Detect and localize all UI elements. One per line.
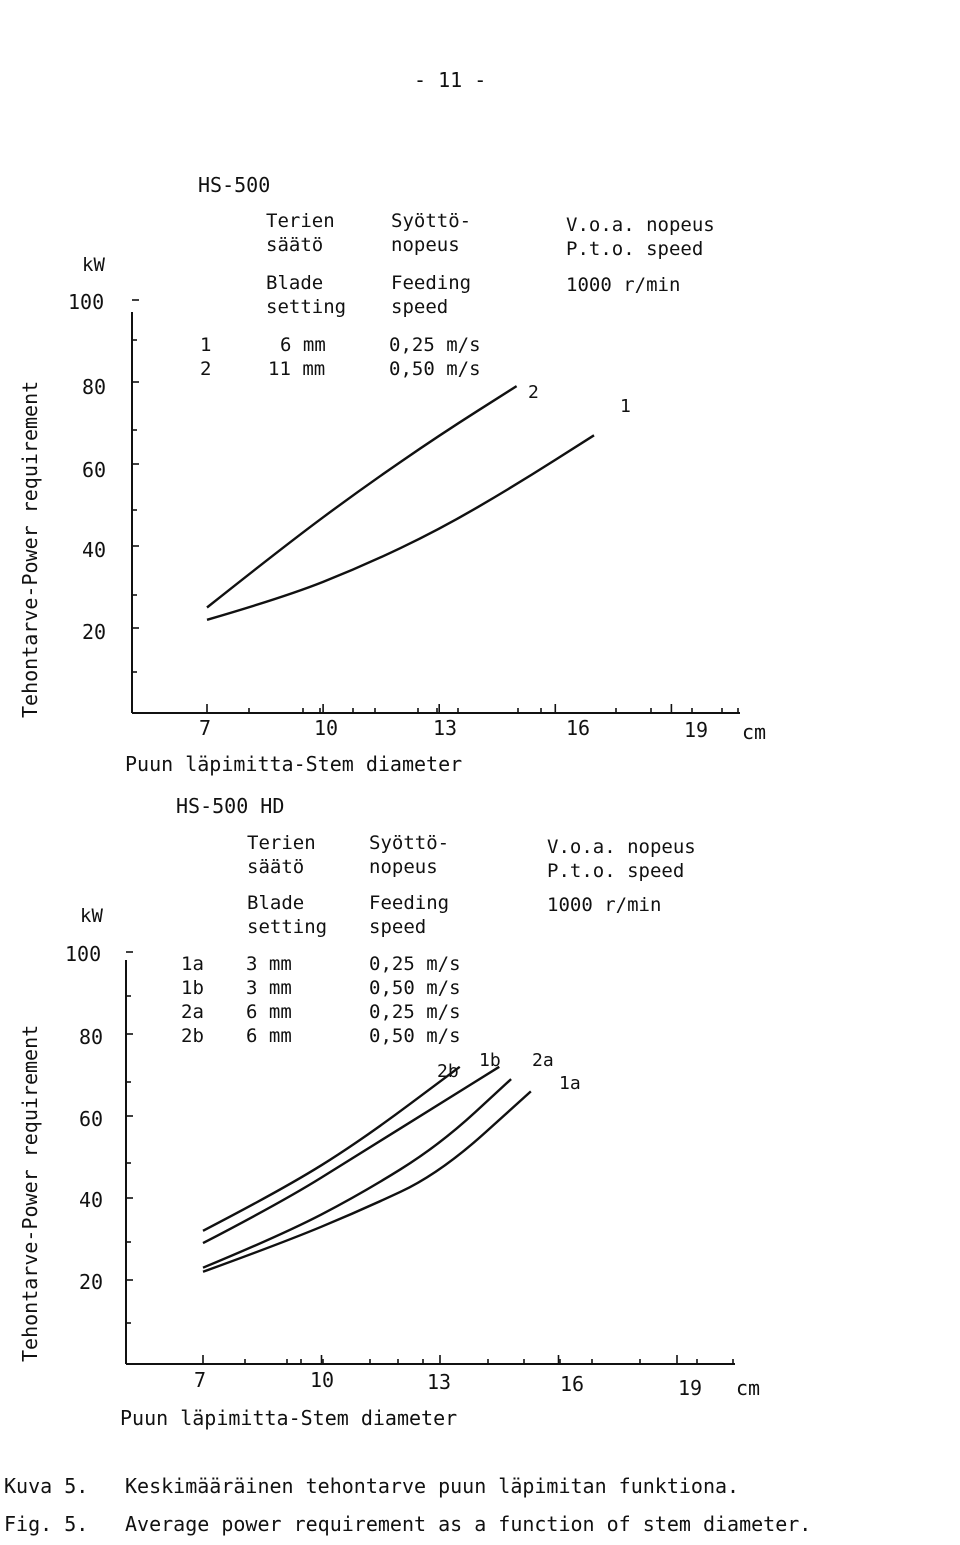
- chart-2-header-blade-en-1: Blade: [247, 892, 305, 914]
- chart-2-row-2b-feed: 0,50 m/s: [369, 1025, 461, 1047]
- chart-1-row-1-feed: 0,25 m/s: [389, 334, 481, 356]
- chart-2-pto-value: 1000 r/min: [547, 894, 662, 916]
- chart-2-xtick-13: 13: [427, 1370, 452, 1394]
- chart-2-row-1b-id: 1b: [181, 977, 204, 999]
- chart-2-header-blade-en-2: setting: [247, 916, 328, 938]
- chart-2-curve-label-2b: 2b: [437, 1061, 459, 1082]
- caption-en-text: Average power requirement as a function of stem diameter.: [125, 1512, 812, 1536]
- chart-2-y-unit: kW: [80, 905, 103, 927]
- chart-1-row-1-blade: 6 mm: [280, 334, 326, 356]
- chart-1-row-2-id: 2: [200, 358, 212, 380]
- chart-1-xtick-19: 19: [684, 718, 709, 742]
- chart-2-curve-label-2a: 2a: [532, 1050, 554, 1071]
- chart-1-xtick-7: 7: [199, 716, 212, 740]
- chart-2-series-2a-line: [203, 1079, 511, 1268]
- chart-2-row-1a-id: 1a: [181, 953, 204, 975]
- chart-1-curve-label-2: 2: [528, 382, 539, 403]
- chart-1-xlabel: Puun läpimitta-Stem diameter: [125, 752, 463, 776]
- chart-2-curve-label-1a: 1a: [559, 1073, 581, 1094]
- chart-1-pto-en: P.t.o. speed: [566, 238, 704, 260]
- chart-1-header-feed-en-1: Feeding: [391, 272, 472, 294]
- chart-1-header-blade-en-1: Blade: [266, 272, 324, 294]
- chart-2-xtick-7: 7: [194, 1368, 207, 1392]
- chart-1-x-unit: cm: [742, 720, 767, 744]
- chart-2-series-1a-line: [203, 1091, 531, 1271]
- chart-1-title: HS-500: [198, 173, 271, 197]
- chart-2-pto-fi: V.o.a. nopeus: [547, 836, 696, 858]
- chart-1-row-2-feed: 0,50 m/s: [389, 358, 481, 380]
- chart-1-pto-value: 1000 r/min: [566, 274, 681, 296]
- chart-2-row-2b-id: 2b: [181, 1025, 204, 1047]
- chart-1-ytick-60: 60: [82, 458, 107, 482]
- chart-1-ytick-100: 100: [68, 290, 105, 314]
- caption-fi-label: Kuva 5.: [4, 1474, 89, 1498]
- chart-2-row-2a-feed: 0,25 m/s: [369, 1001, 461, 1023]
- chart-2-pto-en: P.t.o. speed: [547, 860, 685, 882]
- caption-en-label: Fig. 5.: [4, 1512, 89, 1536]
- chart-2-ylabel: Tehontarve-Power requirement: [18, 1024, 42, 1362]
- chart-2-ytick-20: 20: [79, 1270, 104, 1294]
- chart-2-curve-label-1b: 1b: [479, 1050, 501, 1071]
- chart-1-series-2-line: [207, 386, 517, 607]
- chart-2-xtick-16: 16: [560, 1372, 585, 1396]
- chart-1-xtick-10: 10: [314, 716, 339, 740]
- chart-2-ytick-80: 80: [79, 1025, 104, 1049]
- chart-1-xtick-16: 16: [566, 716, 591, 740]
- chart-2-ytick-40: 40: [79, 1188, 104, 1212]
- chart-2-row-2a-id: 2a: [181, 1001, 204, 1023]
- chart-1-ylabel: Tehontarve-Power requirement: [18, 380, 42, 718]
- chart-1-row-2-blade: 11 mm: [268, 358, 326, 380]
- chart-1-header-feed-fi-1: Syöttö-: [391, 210, 472, 232]
- chart-1-ytick-80: 80: [82, 375, 107, 399]
- chart-2-xtick-10: 10: [310, 1368, 335, 1392]
- chart-2-ytick-60: 60: [79, 1107, 104, 1131]
- chart-1-curve-label-1: 1: [620, 396, 631, 417]
- chart-2-row-1b-blade: 3 mm: [246, 977, 292, 999]
- chart-1-ytick-20: 20: [82, 620, 107, 644]
- chart-2-header-feed-en-1: Feeding: [369, 892, 450, 914]
- page-number: - 11 -: [414, 68, 487, 92]
- chart-2-title: HS-500 HD: [176, 794, 285, 818]
- caption-fi-text: Keskimääräinen tehontarve puun läpimitan funktiona.: [125, 1474, 740, 1498]
- chart-1-ytick-40: 40: [82, 538, 107, 562]
- chart-1-row-1-id: 1: [200, 334, 212, 356]
- chart-1-header-feed-fi-2: nopeus: [391, 234, 460, 256]
- chart-2-xlabel: Puun läpimitta-Stem diameter: [120, 1406, 458, 1430]
- chart-2-x-unit: cm: [736, 1376, 761, 1400]
- chart-1-header-blade-fi-2: säätö: [266, 234, 324, 256]
- chart-2-header-blade-fi-1: Terien: [247, 832, 316, 854]
- chart-2-series-2b-line: [203, 1067, 460, 1231]
- chart-2-row-1a-feed: 0,25 m/s: [369, 953, 461, 975]
- chart-1-header-feed-en-2: speed: [391, 296, 449, 318]
- chart-2-header-blade-fi-2: säätö: [247, 856, 305, 878]
- chart-1-xtick-13: 13: [433, 716, 458, 740]
- chart-2-row-2a-blade: 6 mm: [246, 1001, 292, 1023]
- chart-1-header-blade-fi-1: Terien: [266, 210, 335, 232]
- chart-2-row-1a-blade: 3 mm: [246, 953, 292, 975]
- chart-2-header-feed-fi-2: nopeus: [369, 856, 438, 878]
- chart-2-series-1b-line: [203, 1067, 499, 1243]
- chart-1-header-blade-en-2: setting: [266, 296, 347, 318]
- chart-2-ytick-100: 100: [65, 942, 102, 966]
- chart-2-row-2b-blade: 6 mm: [246, 1025, 292, 1047]
- chart-2-header-feed-en-2: speed: [369, 916, 427, 938]
- chart-1-y-unit: kW: [82, 254, 105, 276]
- chart-2-row-1b-feed: 0,50 m/s: [369, 977, 461, 999]
- chart-2-header-feed-fi-1: Syöttö-: [369, 832, 450, 854]
- chart-1-pto-fi: V.o.a. nopeus: [566, 214, 715, 236]
- chart-2-xtick-19: 19: [678, 1376, 703, 1400]
